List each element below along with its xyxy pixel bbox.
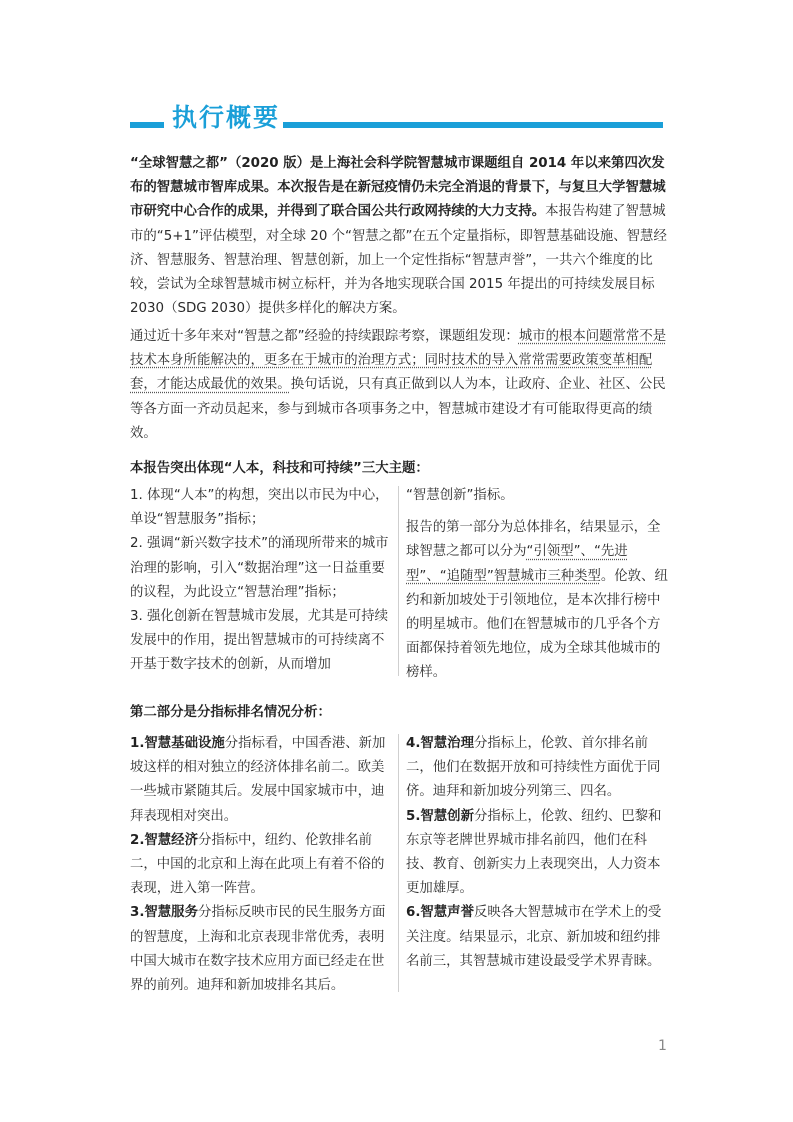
page-title: 执行概要 bbox=[172, 103, 281, 132]
theme-item-2: 2. 强调“新兴数字技术”的涌现所带来的城市治理的影响，引入“数据治理”这一日益重要的议程，为此设立“智慧治理”指标； bbox=[130, 536, 389, 600]
indicator-infrastructure bbox=[130, 732, 392, 829]
finding-tail-text: 换句话说，只有真正做到以人为本，让政府、企业、社区、公民等各方面一齐动员起来，参与到城市各项事务之中，智慧城市建设才有可能取得更高的绩效。 bbox=[130, 377, 666, 441]
indicator-title: 3.智慧服务 bbox=[130, 905, 198, 921]
indicator-text: 分指标中，纽约、伦敦排名前二，中国的北京和上海在此项上有着不俗的表现，进入第一阵营。 bbox=[130, 832, 385, 897]
part2-heading: 第二部分是分指标排名情况分析： bbox=[130, 705, 331, 720]
indicator-economy bbox=[130, 829, 392, 902]
indicator-text: 反映各大智慧城市在学术上的受关注度。结果显示，北京、新加坡和纽约排名前三，其智慧城市建设最受学术界青睐。 bbox=[406, 905, 662, 969]
intro-paragraph bbox=[130, 152, 667, 321]
intro-bold-text: “全球智慧之都”（2020 版）是上海社会科学院智慧城市课题组自 2014 年以来第四次发布的智慧城市智库成果。本次报告是在新冠疫情仍未完全消退的背景下，与复旦大学智慧城市研究中心合作的成果，并得到了联合国公共行政网持续的大力支持。 bbox=[130, 156, 666, 220]
column-divider bbox=[398, 734, 399, 992]
themes-right-column bbox=[406, 484, 668, 686]
indicator-reputation bbox=[406, 901, 668, 974]
indicator-text: 分指标上，伦敦、纽约、巴黎和东京等老牌世界城市排名前四，他们在科技、教育、创新实力上表现突出，人力资本更加雄厚。 bbox=[406, 808, 662, 897]
themes-left-column bbox=[130, 484, 392, 678]
indicator-governance bbox=[406, 732, 668, 805]
header-accent-bar-left bbox=[130, 122, 164, 128]
part2-right-column bbox=[406, 732, 668, 974]
indicator-text: 分指标上，伦敦、首尔排名前二，他们在数据开放和可持续性方面优于同侪。迪拜和新加坡分列第三、四名。 bbox=[406, 736, 661, 800]
ranking-summary-tail: 。伦敦、纽约和新加坡处于引领地位，是本次排行榜中的明星城市。他们在智慧城市的几乎各个方面都保持着领先地位，成为全球其他城市的榜样。 bbox=[406, 568, 668, 681]
theme-item-3-continued: “智慧创新”指标。 bbox=[406, 488, 514, 503]
indicator-innovation bbox=[406, 805, 668, 902]
theme-item-1: 1. 体现“人本”的构想，突出以市民为中心，单设“智慧服务”指标； bbox=[130, 488, 389, 528]
ranking-types-underlined: “引领型”、“先进型”、“追随型”智慧城市三种类型 bbox=[406, 544, 628, 584]
page-number: 1 bbox=[658, 1038, 667, 1054]
column-divider bbox=[398, 486, 399, 676]
indicator-title: 4.智慧治理 bbox=[406, 736, 474, 751]
indicator-text: 分指标看，中国香港、新加坡这样的相对独立的经济体排名前二。欧美一些城市紧随其后。发展中国家城市中，迪拜表现相对突出。 bbox=[130, 736, 386, 824]
finding-underlined-text: 城市的根本问题常常不是技术本身所能解决的，更多在于城市的治理方式；同时技术的导入常常需要政策变革相配套，才能达成最优的效果。 bbox=[130, 329, 667, 393]
indicator-title: 2.智慧经济 bbox=[130, 832, 198, 848]
ranking-summary-paragraph bbox=[406, 516, 668, 685]
header-accent-bar-right bbox=[283, 122, 663, 128]
finding-paragraph bbox=[130, 325, 667, 446]
part2-left-column bbox=[130, 732, 392, 998]
indicator-services bbox=[130, 901, 392, 998]
themes-heading: 本报告突出体现“人本，科技和可持续”三大主题： bbox=[130, 461, 429, 476]
indicator-title: 1.智慧基础设施 bbox=[130, 736, 225, 751]
finding-lead-text: 通过近十多年来对“智慧之都”经验的持续跟踪考察，课题组发现： bbox=[130, 329, 519, 344]
theme-item-3: 3. 强化创新在智慧城市发展，尤其是可持续发展中的作用，提出智慧城市的可持续离不开基于数字技术的创新，从而增加 bbox=[130, 609, 389, 673]
indicator-text: 分指标反映市民的民生服务方面的智慧度，上海和北京表现非常优秀，表明中国大城市在数字技术应用方面已经走在世界的前列。迪拜和新加坡排名其后。 bbox=[130, 905, 386, 994]
intro-normal-text: 本报告构建了智慧城市的“5+1”评估模型，对全球 20 个“智慧之都”在五个定量指标，即智慧基础设施、智慧经济、智慧服务、智慧治理、智慧创新，加上一个定性指标“智慧声誉”，一共六个维度的比较，尝试为全球智慧城市树立标杆，并为各地实现联合国 2015 年提出的可持续发展目标 2030（SDG 2030）提供多样化的解决方案。 bbox=[130, 204, 667, 317]
section-header bbox=[130, 100, 663, 140]
indicator-title: 6.智慧声誉 bbox=[406, 905, 474, 921]
indicator-title: 5.智慧创新 bbox=[406, 808, 474, 824]
ranking-summary-lead: 报告的第一部分为总体排名，结果显示，全球智慧之都可以分为 bbox=[406, 520, 661, 560]
